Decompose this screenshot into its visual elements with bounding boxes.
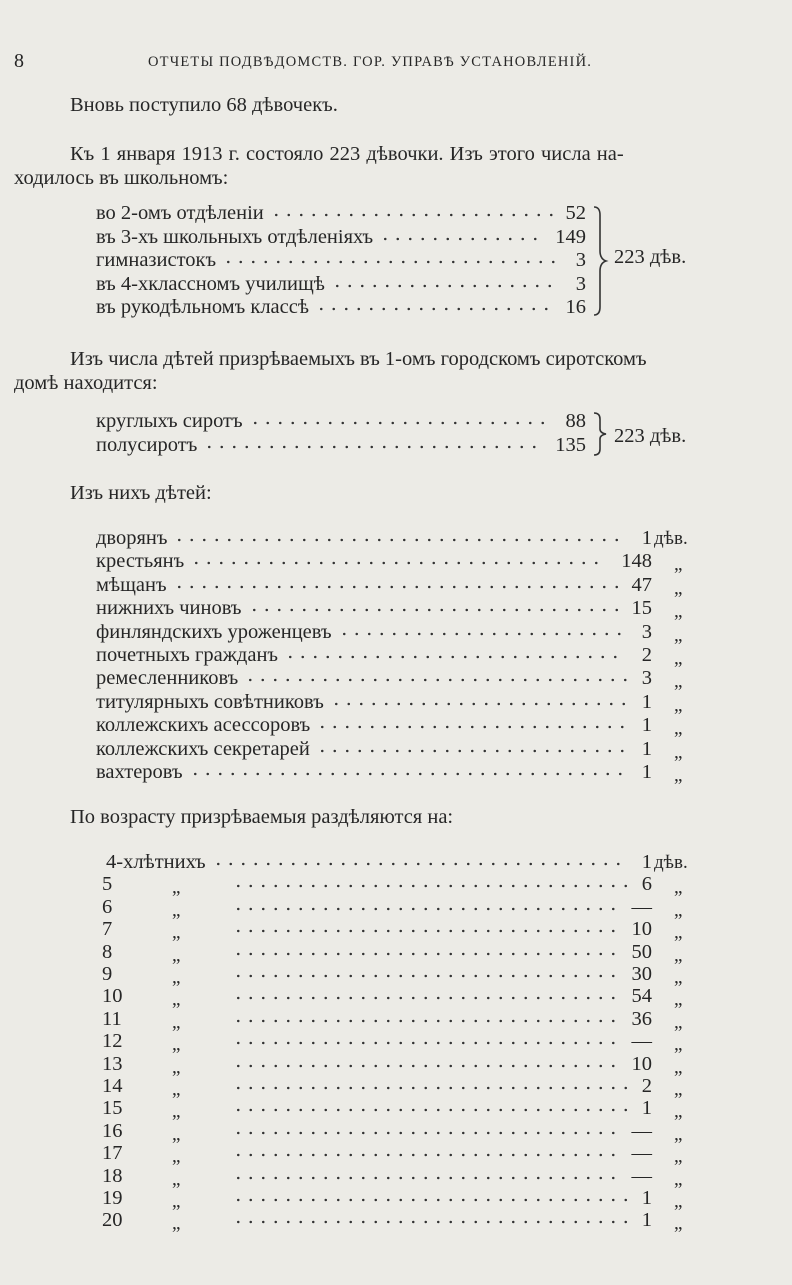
estate-row-label: коллежскихъ асессоровъ — [96, 714, 311, 737]
estate-row-unit: „ — [674, 741, 683, 763]
school-row-label: въ рукодѣльномъ классѣ — [96, 296, 309, 318]
school-total: 223 дѣв. — [614, 246, 687, 268]
dot-leader — [244, 677, 632, 683]
estate-row-label: нижнихъ чиновъ — [96, 597, 242, 620]
age-row-unit: „ — [674, 944, 683, 966]
age-row-label: 4-хлѣтнихъ — [106, 851, 206, 873]
age-row-unit: „ — [674, 877, 683, 899]
age-row-unit: „ — [674, 1101, 683, 1123]
estate-row-value: 148 — [621, 550, 652, 573]
estate-row-unit: „ — [674, 554, 683, 576]
age-row-unit: „ — [674, 1213, 683, 1235]
dot-leader — [203, 444, 541, 450]
age-row-label: 16 — [102, 1119, 123, 1142]
age-row-label: 13 — [102, 1052, 123, 1075]
dot-leader — [232, 995, 620, 1001]
age-row-value: 1 — [641, 1187, 652, 1209]
dot-leader — [232, 1152, 620, 1158]
estate-row-unit: „ — [674, 648, 683, 669]
orphans-row-label: полусиротъ — [96, 433, 198, 456]
estate-row-label: титулярныхъ совѣтниковъ — [96, 690, 324, 713]
dot-leader — [232, 906, 620, 912]
estate-row-unit: дѣв. — [654, 528, 688, 549]
age-row-ditto: „ — [172, 1123, 181, 1145]
school-row-value: 3 — [575, 272, 586, 295]
estate-row-label: дворянъ — [96, 527, 168, 549]
estate-row-label: финляндскихъ уроженцевъ — [96, 620, 332, 643]
age-row-unit: „ — [674, 899, 683, 921]
age-row-value: 36 — [631, 1007, 652, 1030]
estate-row-unit: „ — [674, 624, 683, 646]
estate-row-label: коллежскихъ секретарей — [96, 737, 310, 760]
dot-leader — [189, 771, 627, 777]
dot-leader — [190, 560, 603, 566]
age-row-ditto: „ — [172, 1168, 181, 1190]
age-row-label: 17 — [102, 1142, 123, 1165]
age-row-unit: „ — [674, 1191, 683, 1212]
age-row-ditto: „ — [172, 1146, 181, 1168]
estate-row-label: ремесленниковъ — [96, 667, 239, 690]
intro-line: Вновь поступило 68 дѣвочекъ. — [70, 94, 338, 116]
age-row-unit: „ — [674, 922, 683, 944]
age-row-value: — — [631, 1030, 652, 1053]
age-row-value: — — [631, 1119, 652, 1142]
orphans-paragraph-line-1: Изъ числа дѣтей призрѣваемыхъ въ 1-омъ городскомъ сиротскомъ — [70, 348, 647, 370]
estate-row-value: 47 — [631, 573, 652, 596]
school-row-label: во 2-омъ отдѣленіи — [96, 202, 264, 224]
age-row-ditto: „ — [172, 944, 181, 966]
age-row-label: 20 — [102, 1209, 123, 1232]
age-row-ditto: „ — [172, 1034, 181, 1056]
dot-leader — [331, 283, 556, 289]
age-row-ditto: „ — [172, 1079, 181, 1100]
dot-leader — [232, 1175, 620, 1181]
age-row-value: 1 — [641, 1209, 652, 1232]
age-row-value: 50 — [631, 940, 652, 963]
age-heading: По возрасту призрѣваемыя раздѣляются на: — [70, 806, 454, 828]
dot-leader — [232, 883, 632, 889]
estate-row-value: 15 — [631, 597, 652, 620]
school-brace — [590, 205, 610, 317]
school-row-value: 149 — [555, 225, 586, 248]
dot-leader — [338, 631, 626, 637]
school-row-label: въ 3-хъ школьныхъ отдѣленіяхъ — [96, 225, 374, 248]
estate-row-label: почетныхъ гражданъ — [96, 644, 279, 666]
dot-leader — [232, 1018, 620, 1024]
page-number: 8 — [14, 50, 24, 72]
dot-leader — [248, 607, 623, 613]
estate-row-value: 1 — [641, 761, 652, 783]
estate-row-value: 3 — [641, 620, 652, 643]
dot-leader — [249, 420, 549, 426]
age-row-label: 7 — [102, 918, 113, 941]
dot-leader — [232, 973, 620, 979]
orphans-row-value: 135 — [555, 433, 586, 456]
school-row-value: 16 — [565, 296, 586, 318]
intro-paragraph-line-2: ходилось въ школьномъ: — [14, 167, 229, 189]
estate-row-value: 3 — [641, 667, 652, 690]
age-row-label: 10 — [102, 985, 123, 1008]
age-row-unit: „ — [674, 1146, 683, 1168]
age-row-label: 9 — [102, 963, 113, 985]
dot-leader — [316, 748, 629, 754]
age-row-value: 54 — [631, 985, 652, 1008]
age-row-label: 18 — [102, 1164, 123, 1187]
orphans-total: 223 дѣв. — [614, 425, 687, 447]
age-row-unit: „ — [674, 1011, 683, 1033]
dot-leader — [232, 951, 620, 957]
estate-row-value: 1 — [641, 714, 652, 737]
age-row-label: 19 — [102, 1187, 123, 1209]
orphans-paragraph-line-2: домѣ находится: — [14, 372, 158, 394]
age-row-label: 6 — [102, 895, 113, 918]
age-row-label: 5 — [102, 873, 113, 896]
age-row-unit: дѣв. — [654, 852, 688, 873]
dot-leader — [232, 1130, 620, 1136]
age-row-label: 12 — [102, 1030, 123, 1053]
school-row-value: 52 — [565, 202, 586, 224]
age-row-value: 10 — [631, 1052, 652, 1075]
age-row-label: 8 — [102, 940, 113, 963]
age-row-unit: „ — [674, 989, 683, 1011]
orphans-row-label: круглыхъ сиротъ — [96, 410, 243, 432]
dot-leader — [232, 1219, 632, 1225]
age-row-value: — — [631, 1142, 652, 1165]
school-row-label: гимназистокъ — [96, 249, 217, 271]
age-row-label: 15 — [102, 1097, 123, 1120]
dot-leader — [232, 1040, 620, 1046]
dot-leader — [232, 928, 620, 934]
dot-leader — [315, 306, 553, 312]
estate-row-unit: „ — [674, 671, 683, 693]
age-row-unit: „ — [674, 1123, 683, 1145]
age-row-value: 30 — [631, 963, 652, 985]
age-row-ditto: „ — [172, 1213, 181, 1235]
age-row-unit: „ — [674, 967, 683, 988]
age-row-label: 11 — [102, 1007, 122, 1030]
dot-leader — [232, 1063, 620, 1069]
age-row-value: — — [631, 1164, 652, 1187]
age-row-value: 2 — [641, 1075, 652, 1097]
school-row-label: въ 4-хклассномъ училищѣ — [96, 272, 325, 295]
orphans-brace — [590, 411, 610, 457]
dot-leader — [222, 259, 560, 265]
running-title: ОТЧЕТЫ ПОДВѢДОМСТВ. ГОР. УПРАВѢ УСТАНОВЛЕНІЙ. — [148, 54, 593, 70]
age-row-ditto: „ — [172, 989, 181, 1011]
age-row-ditto: „ — [172, 899, 181, 921]
estate-row-unit: „ — [674, 694, 683, 716]
dot-leader — [173, 584, 623, 590]
dot-leader — [173, 537, 623, 543]
age-row-value: 10 — [631, 918, 652, 941]
estate-row-unit: „ — [674, 718, 683, 740]
age-row-value: 6 — [641, 873, 652, 896]
estate-row-unit: „ — [674, 601, 683, 623]
age-row-value: 1 — [641, 851, 652, 873]
age-row-value: — — [631, 895, 652, 918]
dot-leader — [316, 724, 629, 730]
dot-leader — [232, 1085, 632, 1091]
age-row-ditto: „ — [172, 1011, 181, 1033]
age-row-ditto: „ — [172, 1101, 181, 1123]
estate-row-label: мѣщанъ — [96, 573, 167, 596]
dot-leader — [232, 1197, 632, 1203]
estate-row-value: 2 — [641, 644, 652, 666]
age-row-ditto: „ — [172, 1191, 181, 1212]
estates-heading: Изъ нихъ дѣтей: — [70, 482, 212, 504]
estate-row-value: 1 — [641, 737, 652, 760]
estate-row-unit: „ — [674, 765, 683, 786]
age-row-ditto: „ — [172, 967, 181, 988]
estate-row-value: 1 — [641, 690, 652, 713]
age-row-value: 1 — [641, 1097, 652, 1120]
estate-row-label: крестьянъ — [96, 550, 185, 573]
age-row-ditto: „ — [172, 1056, 181, 1078]
orphans-row-value: 88 — [565, 410, 586, 432]
dot-leader — [232, 1107, 632, 1113]
intro-paragraph-line-1: Къ 1 января 1913 г. состояло 223 дѣвочки. Изъ этого числа на- — [70, 143, 624, 165]
dot-leader — [379, 236, 542, 242]
school-row-value: 3 — [575, 249, 586, 271]
age-row-unit: „ — [674, 1168, 683, 1190]
estate-row-unit: „ — [674, 577, 683, 599]
age-row-unit: „ — [674, 1056, 683, 1078]
age-row-label: 14 — [102, 1075, 123, 1097]
age-row-unit: „ — [674, 1034, 683, 1056]
age-row-ditto: „ — [172, 877, 181, 899]
age-row-unit: „ — [674, 1079, 683, 1100]
age-row-ditto: „ — [172, 922, 181, 944]
estate-row-label: вахтеровъ — [96, 761, 183, 783]
dot-leader — [270, 212, 558, 218]
dot-leader — [284, 654, 622, 660]
dot-leader — [330, 701, 630, 707]
estate-row-value: 1 — [641, 527, 652, 549]
dot-leader — [212, 861, 625, 867]
